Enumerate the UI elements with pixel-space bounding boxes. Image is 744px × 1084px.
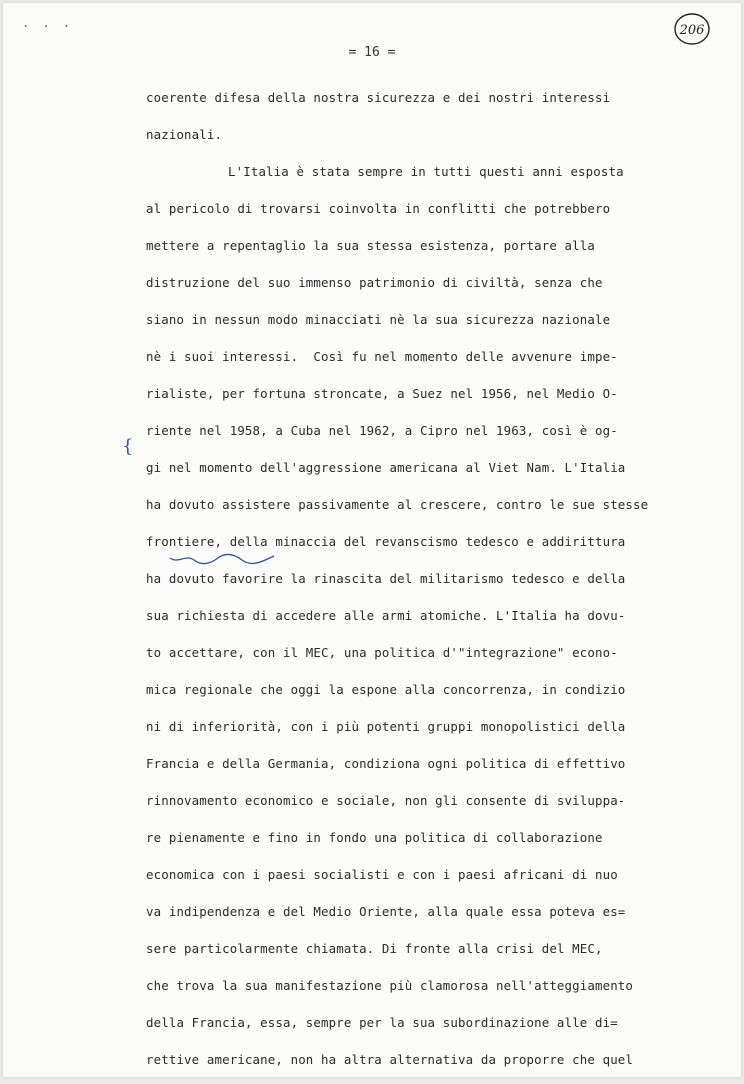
text-line: nazionali.: [146, 127, 223, 142]
text-line: della Francia, essa, sempre per la sua subordinazione alle di=: [146, 1015, 618, 1030]
text-line: distruzione del suo immenso patrimonio di civiltà, senza che: [146, 275, 603, 290]
text-line: ni di inferiorità, con i più potenti gruppi monopolistici della: [146, 719, 626, 734]
text-line: sua richiesta di accedere alle armi atomiche. L'Italia ha dovu-: [146, 608, 626, 623]
text-line: frontiere, della minaccia del revanscismo tedesco e addirittura: [146, 534, 626, 549]
text-line: L'Italia è stata sempre in tutti questi anni esposta: [228, 164, 624, 179]
text-line: gi nel momento dell'aggressione americana al Viet Nam. L'Italia: [146, 460, 626, 475]
text-line: economica con i paesi socialisti e con i paesi africani di nuo: [146, 867, 618, 882]
text-line: rialiste, per fortuna stroncate, a Suez nel 1956, nel Medio O-: [146, 386, 618, 401]
corner-dots: . . .: [22, 16, 74, 30]
text-line: sere particolarmente chiamata. Di fronte alla crisi del MEC,: [146, 941, 603, 956]
text-line: rettive americane, non ha altra alternativa da proporre che quel: [146, 1052, 634, 1067]
text-line: coerente difesa della nostra sicurezza e dei nostri interessi: [146, 90, 611, 105]
margin-brace-mark: {: [122, 436, 134, 457]
text-line: che trova la sua manifestazione più clamorosa nell'atteggiamento: [146, 978, 634, 993]
text-line: Francia e della Germania, condiziona ogni politica di effettivo: [146, 756, 626, 771]
text-line: al pericolo di trovarsi coinvolta in conflitti che potrebbero: [146, 201, 611, 216]
text-line: re pienamente e fino in fondo una politica di collaborazione: [146, 830, 603, 845]
text-line: riente nel 1958, a Cuba nel 1962, a Cipro nel 1963, così è og-: [146, 423, 618, 438]
text-line: mica regionale che oggi la espone alla concorrenza, in condizio: [146, 682, 626, 697]
stamp-number: 206: [679, 23, 705, 38]
text-line: rinnovamento economico e sociale, non gli consente di sviluppa-: [146, 793, 626, 808]
text-line: ha dovuto assistere passivamente al crescere, contro le sue stesse: [146, 497, 649, 512]
text-line: ha dovuto favorire la rinascita del militarismo tedesco e della: [146, 571, 626, 586]
text-line: siano in nessun modo minacciati nè la sua sicurezza nazionale: [146, 312, 611, 327]
typed-letter-body: [146, 85, 706, 1084]
archive-stamp: [673, 12, 711, 46]
text-line: to accettare, con il MEC, una politica d'"integrazione" econo-: [146, 645, 618, 660]
text-line: nè i suoi interessi. Così fu nel momento delle avvenure impe-: [146, 349, 618, 364]
text-line: mettere a repentaglio la sua stessa esistenza, portare alla: [146, 238, 595, 253]
page-number: = 16 =: [348, 45, 396, 60]
text-line: va indipendenza e del Medio Oriente, alla quale essa poteva es=: [146, 904, 626, 919]
